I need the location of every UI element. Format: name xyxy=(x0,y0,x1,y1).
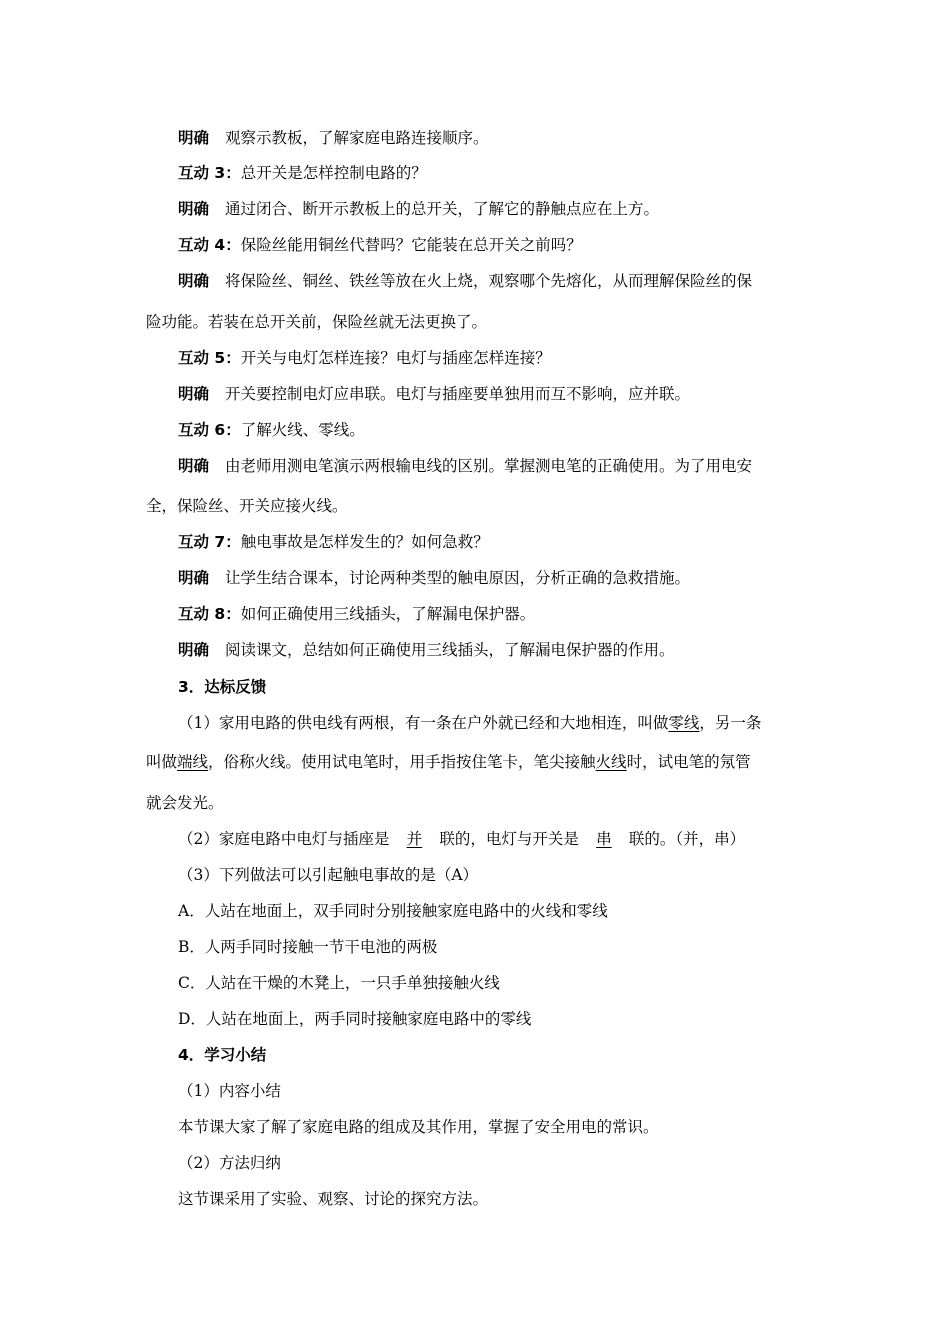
answer-label: 明确 xyxy=(178,385,210,403)
option-d: D．人站在地面上，两手同时接触家庭电路中的零线 xyxy=(178,1010,532,1028)
answer-text: 由老师用测电笔演示两根输电线的区别。掌握测电笔的正确使用。为了用电安 xyxy=(225,457,753,475)
section-heading: 3．达标反馈 xyxy=(178,678,267,696)
question-3: （3）下列做法可以引起触电事故的是（A） xyxy=(178,866,479,884)
question-text: 如何正确使用三线插头，了解漏电保护器。 xyxy=(240,605,536,623)
answer-label: 明确 xyxy=(178,569,210,587)
answer-label: 明确 xyxy=(178,272,210,290)
answer-label: 明确 xyxy=(178,129,210,147)
answer-text: 将保险丝、铜丝、铁丝等放在火上烧，观察哪个先熔化，从而理解保险丝的保 xyxy=(225,272,753,290)
answer-paragraph xyxy=(178,384,690,404)
subheading: （2）方法归纳 xyxy=(178,1154,281,1172)
interaction-label: 互动 6 xyxy=(178,421,226,439)
answer-blank: 并 xyxy=(406,830,423,848)
answer-underlined: 火线 xyxy=(595,753,627,771)
answer-paragraph xyxy=(178,128,489,148)
option-b: B．人两手同时接触一节干电池的两极 xyxy=(178,938,438,956)
interaction-label: 互动 8 xyxy=(178,605,226,623)
question-text: 开关与电灯怎样连接？电灯与插座怎样连接？ xyxy=(240,349,551,367)
question-1-line-2: 叫做端线，俗称火线。使用试电笔时，用手指按住笔卡，笔尖接触火线时，试电笔的氖管 xyxy=(146,753,751,771)
answer-paragraph xyxy=(178,271,752,291)
option-c: C．人站在干燥的木凳上，一只手单独接触火线 xyxy=(178,974,500,992)
interaction-question: 互动 4：保险丝能用铜丝代替吗？它能装在总开关之前吗？ xyxy=(178,236,582,254)
subheading: （1）内容小结 xyxy=(178,1082,281,1100)
answer-continuation: 险功能。若装在总开关前，保险丝就无法更换了。 xyxy=(146,313,488,331)
question-text: 总开关是怎样控制电路的？ xyxy=(240,164,427,182)
answer-underlined: 端线 xyxy=(177,753,209,771)
interaction-question: 互动 7：触电事故是怎样发生的？如何急救？ xyxy=(178,533,489,551)
option-a: A．人站在地面上，双手同时分别接触家庭电路中的火线和零线 xyxy=(178,902,608,920)
interaction-question: 互动 5：开关与电灯怎样连接？电灯与插座怎样连接？ xyxy=(178,349,551,367)
question-text: 了解火线、零线。 xyxy=(240,421,365,439)
answer-label: 明确 xyxy=(178,641,210,659)
question-1-line-3: 就会发光。 xyxy=(146,794,224,812)
interaction-question: 互动 6：了解火线、零线。 xyxy=(178,421,365,439)
interaction-question: 互动 8：如何正确使用三线插头，了解漏电保护器。 xyxy=(178,605,536,623)
answer-text: 通过闭合、断开示教板上的总开关，了解它的静触点应在上方。 xyxy=(225,200,660,218)
answer-text: 阅读课文，总结如何正确使用三线插头，了解漏电保护器的作用。 xyxy=(225,641,675,659)
answer-paragraph xyxy=(178,568,690,588)
answer-text: 让学生结合课本，讨论两种类型的触电原因，分析正确的急救措施。 xyxy=(225,569,691,587)
section-heading: 4．学习小结 xyxy=(178,1046,267,1064)
interaction-label: 互动 4 xyxy=(178,236,226,254)
answer-paragraph xyxy=(178,640,675,660)
interaction-label: 互动 5 xyxy=(178,349,226,367)
summary-text: 这节课采用了实验、观察、讨论的探究方法。 xyxy=(178,1190,489,1208)
interaction-question: 互动 3：总开关是怎样控制电路的？ xyxy=(178,164,427,182)
question-text: 保险丝能用铜丝代替吗？它能装在总开关之前吗？ xyxy=(240,236,582,254)
answer-label: 明确 xyxy=(178,457,210,475)
interaction-label: 互动 7 xyxy=(178,533,226,551)
answer-continuation: 全，保险丝、开关应接火线。 xyxy=(146,497,348,515)
answer-underlined: 零线 xyxy=(668,714,700,732)
answer-text: 开关要控制电灯应串联。电灯与插座要单独用而互不影响，应并联。 xyxy=(225,385,691,403)
answer-label: 明确 xyxy=(178,200,210,218)
interaction-label: 互动 3 xyxy=(178,164,226,182)
question-text: 触电事故是怎样发生的？如何急救？ xyxy=(240,533,489,551)
answer-paragraph xyxy=(178,456,752,476)
question-1-line-1: （1）家用电路的供电线有两根，有一条在户外就已经和大地相连，叫做零线，另一条 xyxy=(178,714,762,732)
summary-text: 本节课大家了解了家庭电路的组成及其作用，掌握了安全用电的常识。 xyxy=(178,1118,659,1136)
answer-text: 观察示教板，了解家庭电路连接顺序。 xyxy=(225,129,489,147)
answer-paragraph xyxy=(178,199,659,219)
answer-blank: 串 xyxy=(596,830,612,848)
question-2: （2）家庭电路中电灯与插座是 并 联的，电灯与开关是 串 联的。（并，串） xyxy=(178,830,746,848)
